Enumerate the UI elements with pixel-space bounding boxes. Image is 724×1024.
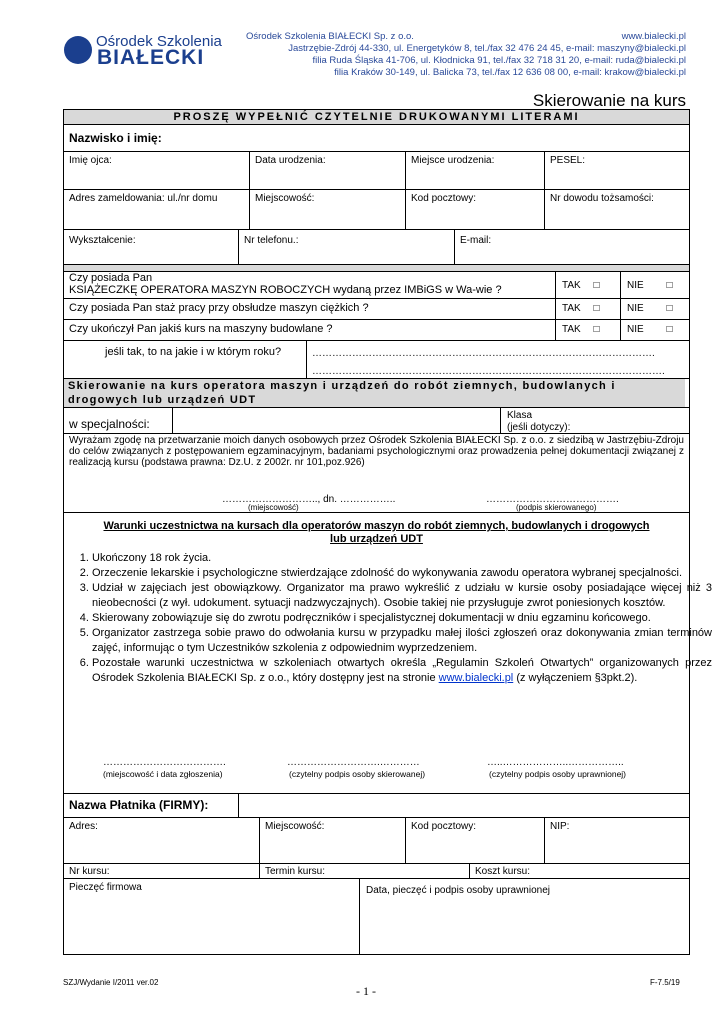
phone-label: Nr telefonu.:	[244, 235, 299, 246]
q3-no-option[interactable]: NIE □	[627, 324, 673, 335]
city-label: Miejscowość:	[255, 193, 315, 204]
class-label: Klasa (jeśli dotyczy):	[507, 410, 571, 433]
q3-yes-option[interactable]: TAK □	[562, 324, 600, 335]
place-date-dots: ……………………….., dn. ……………..	[222, 494, 396, 505]
sig2-dots: ……………………….…………	[287, 757, 420, 768]
consent-text: Wyrażam zgodę na przetwarzanie moich danych osobowych przez Ośrodek Szkolenia BIAŁECKI Sp. z o.o. z siedzibą w Jastrzębiu-Zdroju do celów związanych z postępowaniem egzaminacyjnym, badaniami psychologicznymi oraz prowadzenia pełnej dokumentacji związanej z realizacją kursu (podstawa prawna: Dz.U. z 2002r. nr 101,poz.926)	[69, 435, 684, 468]
company-stamp-label: Pieczęć firmowa	[69, 882, 142, 893]
condition-item: 5. Organizator zastrzega sobie prawo do odwołania kursu w przypadku małej ilości zgłoszeń oraz dokonywania zmian terminów zajęć, informując o tym Uczestników szkolenia z odpowiednim wyprzedzeniem.	[92, 626, 712, 656]
contact-line-3: filia Ruda Śląska 41-706, ul. Kłodnicka 91, tel./fax 32 718 31 20, e-mail: ruda@bialecki.pl	[312, 55, 686, 66]
page-number: - 1 -	[356, 984, 376, 998]
question-3: Czy ukończył Pan jakiś kurs na maszyny budowlane ?	[69, 323, 333, 335]
postal-code-label: Kod pocztowy:	[411, 193, 477, 204]
payer-nip-label: NIP:	[550, 821, 570, 832]
footer-left: SZJ/Wydanie I/2011 ver.02	[63, 978, 159, 987]
header-contact	[246, 31, 686, 79]
logo-icon	[64, 36, 92, 64]
question-1: Czy posiada Pan KSIĄŻECZKĘ OPERATORA MASZYN ROBOCZYCH wydaną przez IMBiGS w Wa-wie ?	[69, 272, 502, 296]
sig3-dots: …..………………..……………..	[487, 757, 624, 768]
father-name-label: Imię ojca:	[69, 155, 112, 166]
payer-address-label: Adres:	[69, 821, 98, 832]
condition-item: 4. Skierowany zobowiązuje się do zwrotu podręczników i specjalistycznej dokumentacji w dniu egzaminu końcowego.	[92, 611, 712, 626]
followup-dots-2: …………………………………………………………………………………………….	[312, 366, 665, 377]
conditions-list	[64, 551, 712, 686]
company-name: Ośrodek Szkolenia BIAŁECKI Sp. z o.o.	[246, 31, 414, 42]
contact-line-2: Jastrzębie-Zdrój 44-330, ul. Energetyków 8, tel./fax 32 476 24 45, e-mail: maszyny@bialecki.pl	[288, 43, 686, 54]
question-2: Czy posiada Pan staż pracy przy obsłudze maszyn ciężkich ?	[69, 302, 369, 314]
logo-main-text: BIAŁECKI	[97, 46, 205, 69]
regulations-link[interactable]: www.bialecki.pl	[438, 672, 514, 684]
payer-city-label: Miejscowość:	[265, 821, 325, 832]
course-number-label: Nr kursu:	[69, 866, 110, 877]
payer-postal-label: Kod pocztowy:	[411, 821, 477, 832]
email-label: E-mail:	[460, 235, 492, 246]
address-label: Adres zameldowania: ul./nr domu	[69, 193, 218, 204]
followup-dots-1: ………………………………………………………………………………………….	[312, 348, 655, 359]
sig3-caption: (czytelny podpis osoby uprawnionej)	[489, 769, 627, 779]
education-label: Wykształcenie:	[69, 235, 136, 246]
id-number-label: Nr dowodu tożsamości:	[550, 193, 654, 204]
place-caption: (miejscowość)	[248, 503, 299, 512]
sig2-caption: (czytelny podpis osoby skierowanej)	[289, 769, 426, 779]
logo-top-text: Ośrodek Szkolenia	[96, 33, 222, 50]
condition-item: 3. Udział w zajęciach jest obowiązkowy. Organizator ma prawo wykreślić z udziału w kursie osoby posiadające więcej niż 3 nieobecności (z wył. udokument. sytuacji nadzwyczajnych). Osobie takiej nie przysługuje zwrot poniesionych kosztów.	[92, 581, 712, 611]
payer-name-label: Nazwa Płatnika (FIRMY):	[69, 798, 209, 812]
q2-no-option[interactable]: NIE □	[627, 303, 673, 314]
birth-place-label: Miejsce urodzenia:	[411, 155, 495, 166]
condition-item: 1. Ukończony 18 rok życia.	[92, 551, 712, 566]
contact-line-4: filia Kraków 30-149, ul. Balicka 73, tel./fax 12 636 08 00, e-mail: krakow@bialecki.pl	[334, 67, 686, 78]
condition-item: 2. Orzeczenie lekarskie i psychologiczne stwierdzające zdolność do wykonywania zawodu operatora wybranej specjalności.	[92, 566, 712, 581]
followup-label: jeśli tak, to na jakie i w którym roku?	[105, 346, 282, 358]
birth-date-label: Data urodzenia:	[255, 155, 326, 166]
q2-yes-option[interactable]: TAK □	[562, 303, 600, 314]
sig1-caption: (miejscowość i data zgłoszenia)	[103, 769, 223, 779]
signature-dots: ………………………………….	[486, 494, 619, 505]
pesel-label: PESEL:	[550, 155, 586, 166]
q1-no-option[interactable]: NIE □	[627, 280, 673, 291]
page-title: Skierowanie na kurs	[532, 91, 686, 110]
footer-right: F-7.5/19	[650, 978, 680, 987]
conditions-title: Warunki uczestnictwa na kursach dla operatorów maszyn do robót ziemnych, budowlanych i drogowych lub urządzeń UDT	[103, 520, 650, 545]
authorized-signature-label: Data, pieczęć i podpis osoby uprawnionej	[366, 885, 550, 896]
banner: PROSZĘ WYPEŁNIĆ CZYTELNIE DRUKOWANYMI LITERAMI	[64, 110, 689, 124]
specialty-label: w specjalności:	[69, 417, 150, 431]
signature-caption: (podpis skierowanego)	[516, 503, 597, 512]
course-cost-label: Koszt kursu:	[475, 866, 531, 877]
website-link[interactable]: www.bialecki.pl	[621, 31, 686, 42]
condition-item: 6. Pozostałe warunki uczestnictwa w szkoleniach otwartych określa „Regulamin Szkoleń Otwartych” organizowanych przez Ośrodek Szkolenia BIAŁECKI Sp. z o.o., który dostępny jest na stronie www.bialecki.pl (z wyłączeniem §3pkt.2).	[92, 656, 712, 686]
course-date-label: Termin kursu:	[265, 866, 326, 877]
name-label: Nazwisko i imię:	[69, 131, 162, 145]
referral-heading: Skierowanie na kurs operatora maszyn i urządzeń do robót ziemnych, budowlanych i drogowych lub urządzeń UDT	[64, 379, 685, 407]
q1-yes-option[interactable]: TAK □	[562, 280, 600, 291]
sig1-dots: ……………………………….	[103, 757, 226, 768]
